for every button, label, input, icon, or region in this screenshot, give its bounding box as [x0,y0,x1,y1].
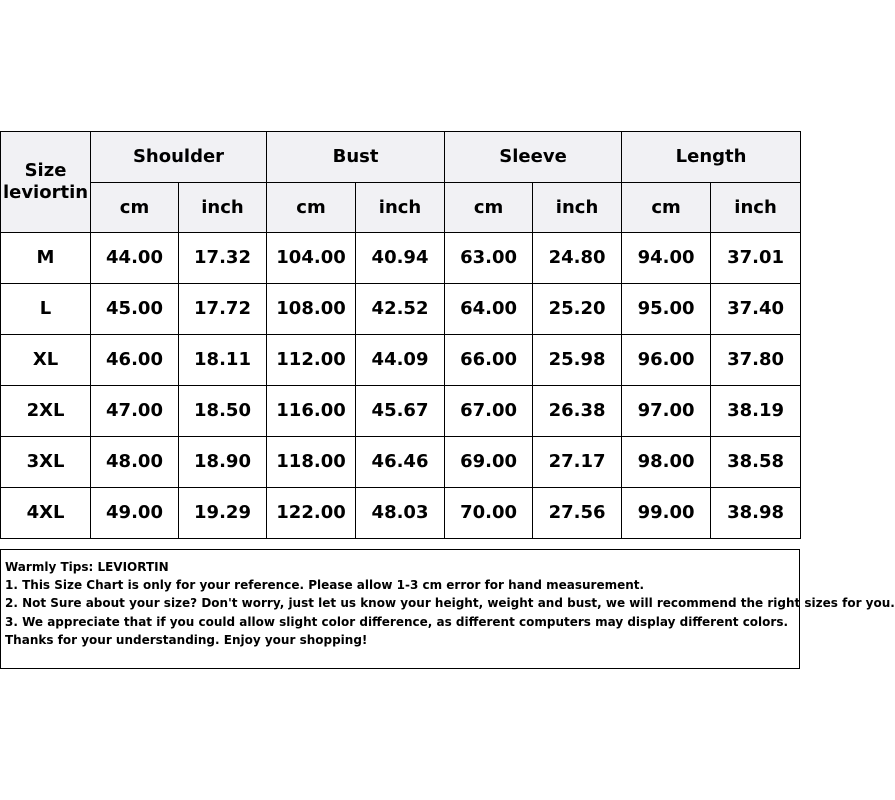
measurement-cell: 37.01 [711,233,801,284]
measurement-cell: 17.72 [179,284,267,335]
size-cell: 2XL [1,386,91,437]
measurement-cell: 38.19 [711,386,801,437]
measurement-cell: 18.50 [179,386,267,437]
size-chart-table [0,131,801,539]
length-header: Length [622,132,801,183]
unit-header-inch: inch [179,183,267,233]
tips-line: 3. We appreciate that if you could allow slight color difference, as different computers may display different colors. [5,614,789,629]
measurement-cell: 47.00 [91,386,179,437]
measurement-cell: 17.32 [179,233,267,284]
measurement-cell: 24.80 [533,233,622,284]
measurement-cell: 116.00 [267,386,356,437]
measurement-cell: 66.00 [445,335,533,386]
measurement-cell: 99.00 [622,488,711,539]
measurement-cell: 48.00 [91,437,179,488]
measurement-cell: 67.00 [445,386,533,437]
table-row [1,284,801,335]
header-group-row [1,132,801,183]
measurement-cell: 40.94 [356,233,445,284]
measurement-cell: 95.00 [622,284,711,335]
table-header [1,132,801,233]
tips-line: 1. This Size Chart is only for your reference. Please allow 1-3 cm error for hand measurement. [5,578,645,593]
size-cell: 3XL [1,437,91,488]
measurement-cell: 26.38 [533,386,622,437]
tips-closing: Thanks for your understanding. Enjoy your shopping! [5,632,368,647]
measurement-cell: 94.00 [622,233,711,284]
size-cell: L [1,284,91,335]
measurement-cell: 45.00 [91,284,179,335]
measurement-cell: 25.20 [533,284,622,335]
table-row [1,335,801,386]
unit-header-inch: inch [533,183,622,233]
size-header-cell [1,132,91,233]
measurement-cell: 108.00 [267,284,356,335]
measurement-cell: 18.90 [179,437,267,488]
measurement-cell: 122.00 [267,488,356,539]
measurement-cell: 38.98 [711,488,801,539]
shoulder-header: Shoulder [91,132,267,183]
measurement-cell: 44.00 [91,233,179,284]
header-unit-row [1,183,801,233]
tips-box [0,549,895,669]
unit-header-cm: cm [622,183,711,233]
tips-line: 2. Not Sure about your size? Don't worry, just let us know your height, weight and bust, we will recommend the right sizes for you. [5,596,895,611]
measurement-cell: 69.00 [445,437,533,488]
measurement-cell: 97.00 [622,386,711,437]
measurement-cell: 70.00 [445,488,533,539]
unit-header-cm: cm [445,183,533,233]
measurement-cell: 112.00 [267,335,356,386]
measurement-cell: 48.03 [356,488,445,539]
size-cell: XL [1,335,91,386]
measurement-cell: 45.67 [356,386,445,437]
sleeve-header: Sleeve [445,132,622,183]
measurement-cell: 104.00 [267,233,356,284]
measurement-cell: 98.00 [622,437,711,488]
tips-title: Warmly Tips: LEVIORTIN [5,560,169,574]
unit-header-inch: inch [711,183,801,233]
measurement-cell: 46.46 [356,437,445,488]
size-cell: M [1,233,91,284]
table-row [1,488,801,539]
unit-header-cm: cm [91,183,179,233]
measurement-cell: 44.09 [356,335,445,386]
measurement-cell: 19.29 [179,488,267,539]
unit-header-cm: cm [267,183,356,233]
measurement-cell: 49.00 [91,488,179,539]
measurement-cell: 42.52 [356,284,445,335]
measurement-cell: 63.00 [445,233,533,284]
table-row [1,386,801,437]
measurement-cell: 118.00 [267,437,356,488]
bust-header: Bust [267,132,445,183]
measurement-cell: 46.00 [91,335,179,386]
table-row [1,437,801,488]
measurement-cell: 37.80 [711,335,801,386]
table-body [1,233,801,539]
measurement-cell: 96.00 [622,335,711,386]
size-header-label: Size [24,160,67,182]
unit-header-inch: inch [356,183,445,233]
measurement-cell: 37.40 [711,284,801,335]
measurement-cell: 27.17 [533,437,622,488]
measurement-cell: 64.00 [445,284,533,335]
measurement-cell: 38.58 [711,437,801,488]
brand-header-label: leviortin [2,182,89,203]
measurement-cell: 18.11 [179,335,267,386]
table-row [1,233,801,284]
measurement-cell: 27.56 [533,488,622,539]
size-cell: 4XL [1,488,91,539]
measurement-cell: 25.98 [533,335,622,386]
